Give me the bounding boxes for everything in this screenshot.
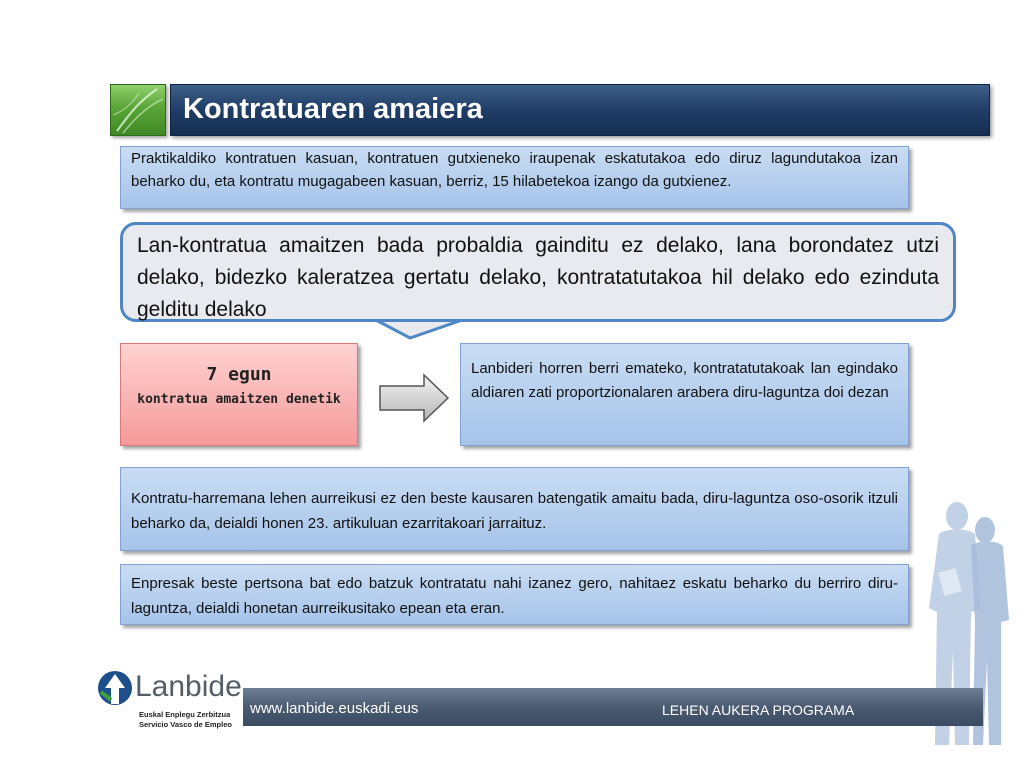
deadline-days: 7 egun — [206, 364, 272, 385]
deadline-caption: kontratua amaitzen denetik — [137, 392, 341, 407]
info-box-kontratu-harremana: Kontratu-harremana lehen aurreikusi ez den beste kausaren batengatik amaitu bada, diru-laguntza oso-osorik itzuli beharko da, deialdi honen 23. artikuluan ezarritakoari jarraituz. — [120, 467, 909, 551]
title-bar — [170, 84, 990, 136]
deadline-box — [120, 343, 358, 446]
logo-wordmark: Lanbide — [135, 670, 242, 703]
logo-subtitle-eu: Euskal Enplegu Zerbitzua — [139, 710, 231, 719]
info-box-enpresak: Enpresak beste pertsona bat edo batzuk kontratatu nahi izanez gero, nahitaez eskatu beharko du berriro diru-laguntza, deialdi honetan aurreikusitako epean eta eran. — [120, 564, 909, 625]
info-box-lanbideri: Lanbideri horren berri emateko, kontratatutakoak lan egindako aldiaren zati proportzionalaren arabera diru-laguntza doi dezan — [460, 343, 909, 446]
page-title: Kontratuaren amaiera — [183, 93, 483, 125]
lanbide-emblem-icon — [97, 670, 133, 710]
callout-box: Lan-kontratua amaitzen bada probaldia gainditu ez delako, lana borondatez utzi delako, bidezko kaleratzea gertatu delako, kontratatutakoa hil delako edo ezinduta gelditu delako — [120, 222, 956, 322]
info-box-praktikaldiko: Praktikaldiko kontratuen kasuan, kontratuen gutxieneko iraupenak eskatutakoa edo diruz lagundutakoa izan beharko du, eta kontratu mugagabeen kasuan, berriz, 15 hilabetekoa izango da gutxienez. — [120, 146, 909, 209]
footer-program-name: LEHEN AUKERA PROGRAMA — [662, 702, 855, 718]
right-arrow-icon — [376, 372, 452, 424]
logo-subtitle-es: Servicio Vasco de Empleo — [139, 720, 232, 729]
footer-url-link[interactable]: www.lanbide.euskadi.eus — [250, 700, 419, 717]
lanbide-logo — [97, 668, 242, 734]
logo-subtitle — [139, 710, 232, 730]
title-leaf-icon — [110, 84, 166, 136]
